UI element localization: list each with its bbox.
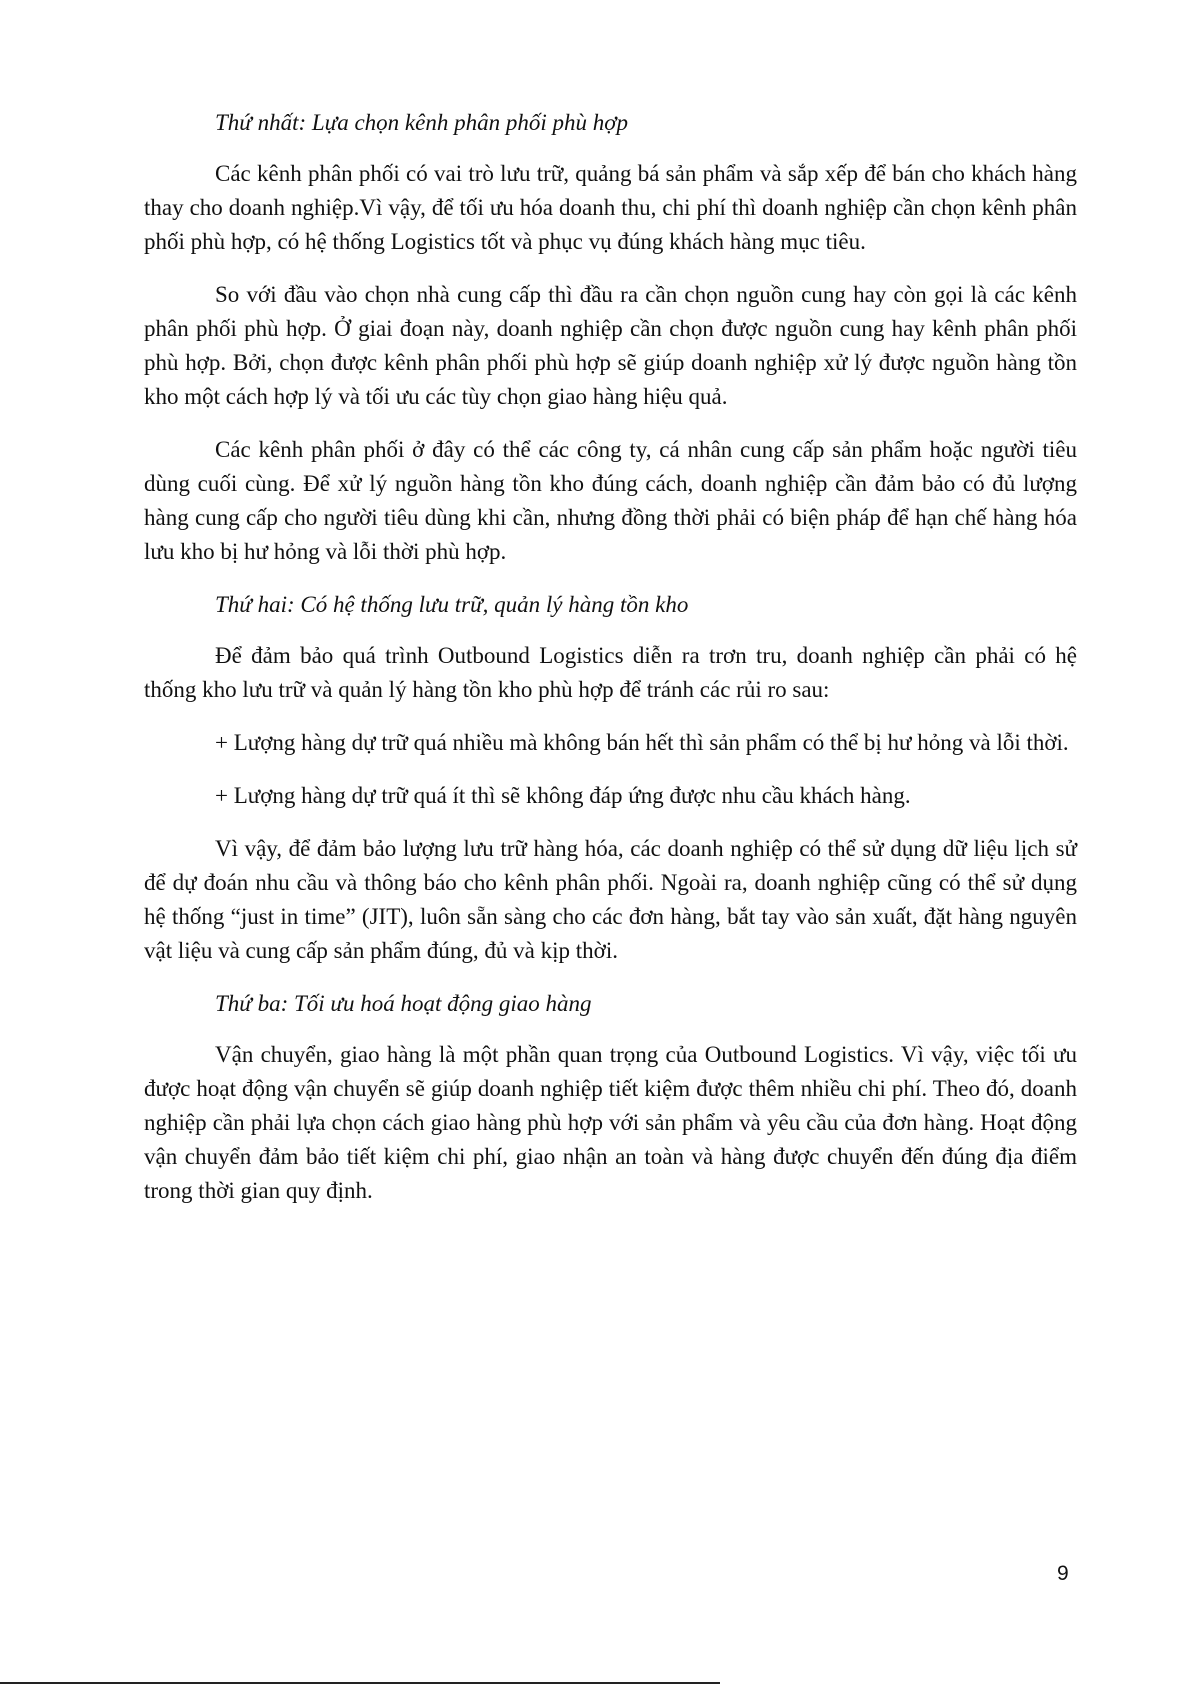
paragraph: So với đầu vào chọn nhà cung cấp thì đầu ra cần chọn nguồn cung hay còn gọi là các kênh phân phối phù hợp. Ở giai đoạn này, doanh nghiệp cần chọn được nguồn cung hay kênh phân phối phù hợp. Bởi, chọn được kênh phân phối phù hợp sẽ giúp doanh nghiệp xử lý được nguồn hàng tồn kho một cách hợp lý và tối ưu các tùy chọn giao hàng hiệu quả. [144, 282, 1077, 409]
bottom-divider [0, 1682, 720, 1684]
paragraph: Vì vậy, để đảm bảo lượng lưu trữ hàng hóa, các doanh nghiệp có thể sử dụng dữ liệu lịch sử để dự đoán nhu cầu và thông báo cho kênh phân phối. Ngoài ra, doanh nghiệp cũng có thể sử dụng hệ thống “just in time” (JIT), luôn sẵn sàng cho các đơn hàng, bắt tay vào sản xuất, đặt hàng nguyên vật liệu và cung cấp sản phẩm đúng, đủ và kịp thời. [144, 836, 1077, 963]
section-heading-second: Thứ hai: Có hệ thống lưu trữ, quản lý hàng tồn kho [215, 592, 689, 617]
paragraph: Để đảm bảo quá trình Outbound Logistics diễn ra trơn tru, doanh nghiệp cần phải có hệ thống kho lưu trữ và quản lý hàng tồn kho phù hợp để tránh các rủi ro sau: [144, 643, 1077, 702]
paragraph: Các kênh phân phối có vai trò lưu trữ, quảng bá sản phẩm và sắp xếp để bán cho khách hàng thay cho doanh nghiệp.Vì vậy, để tối ưu hóa doanh thu, chi phí thì doanh nghiệp cần chọn kênh phân phối phù hợp, có hệ thống Logistics tốt và phục vụ đúng khách hàng mục tiêu. [144, 161, 1077, 254]
document-body [144, 106, 1077, 1227]
bullet-item: + Lượng hàng dự trữ quá nhiều mà không bán hết thì sản phẩm có thể bị hư hỏng và lỗi thời. [215, 730, 1069, 755]
section-heading-first: Thứ nhất: Lựa chọn kênh phân phối phù hợp [215, 110, 629, 135]
paragraph: Các kênh phân phối ở đây có thể các công ty, cá nhân cung cấp sản phẩm hoặc người tiêu dùng cuối cùng. Để xử lý nguồn hàng tồn kho đúng cách, doanh nghiệp cần đảm bảo có đủ lượng hàng cung cấp cho người tiêu dùng khi cần, nhưng đồng thời phải có biện pháp để hạn chế hàng hóa lưu kho bị hư hỏng và lỗi thời phù hợp. [144, 437, 1077, 564]
bullet-item: + Lượng hàng dự trữ quá ít thì sẽ không đáp ứng được nhu cầu khách hàng. [215, 783, 911, 808]
section-heading-third: Thứ ba: Tối ưu hoá hoạt động giao hàng [215, 991, 592, 1016]
paragraph: Vận chuyển, giao hàng là một phần quan trọng của Outbound Logistics. Vì vậy, việc tối ưu được hoạt động vận chuyển sẽ giúp doanh nghiệp tiết kiệm được thêm nhiều chi phí. Theo đó, doanh nghiệp cần phải lựa chọn cách giao hàng phù hợp với sản phẩm và yêu cầu của đơn hàng. Hoạt động vận chuyển đảm bảo tiết kiệm chi phí, giao nhận an toàn và hàng được chuyển đến đúng địa điểm trong thời gian quy định. [144, 1042, 1077, 1203]
page-number: 9 [1057, 1562, 1069, 1585]
